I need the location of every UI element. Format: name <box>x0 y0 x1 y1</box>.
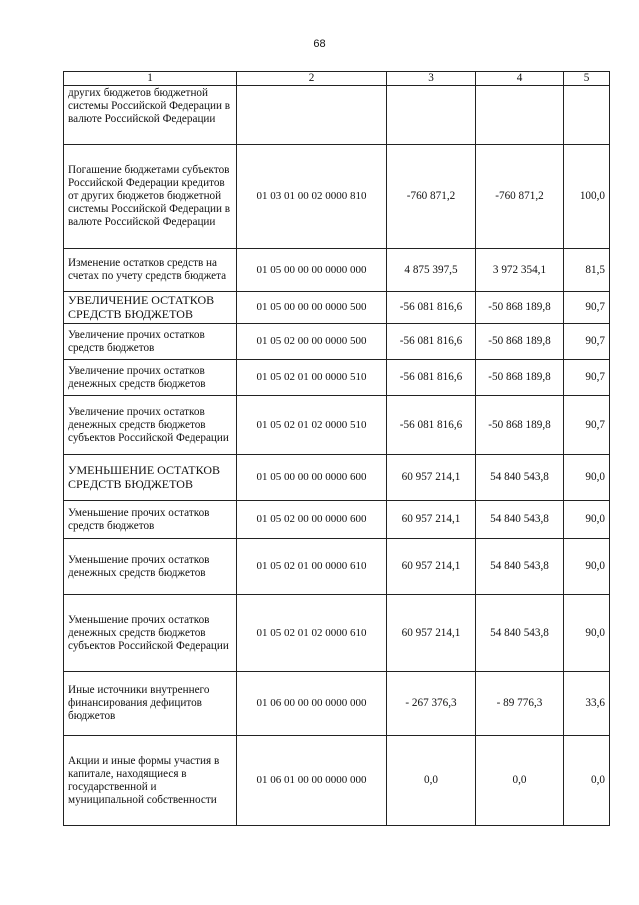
row-code: 01 05 02 01 00 0000 610 <box>237 539 387 595</box>
row-name: Уменьшение прочих остатков денежных средств бюджетов <box>64 539 237 595</box>
row-percent: 90,0 <box>564 455 610 501</box>
row-code: 01 05 02 01 02 0000 510 <box>237 396 387 455</box>
table-row <box>64 86 610 145</box>
row-percent: 33,6 <box>564 672 610 736</box>
row-name: Акции и иные формы участия в капитале, находящиеся в государственной и муниципальной собственности <box>64 736 237 826</box>
row-percent <box>564 86 610 145</box>
row-percent: 90,7 <box>564 360 610 396</box>
row-fact: 54 840 543,8 <box>476 501 564 539</box>
row-code: 01 05 02 01 00 0000 510 <box>237 360 387 396</box>
row-fact: -50 868 189,8 <box>476 324 564 360</box>
row-plan: -56 081 816,6 <box>387 324 476 360</box>
table-row <box>64 396 610 455</box>
row-code: 01 05 02 01 02 0000 610 <box>237 595 387 672</box>
table-row <box>64 455 610 501</box>
table-row <box>64 249 610 292</box>
row-code: 01 03 01 00 02 0000 810 <box>237 145 387 249</box>
row-name: Увеличение прочих остатков денежных средств бюджетов <box>64 360 237 396</box>
row-plan: 60 957 214,1 <box>387 455 476 501</box>
row-percent: 90,7 <box>564 396 610 455</box>
row-code: 01 05 00 00 00 0000 000 <box>237 249 387 292</box>
row-name: Уменьшение прочих остатков средств бюджетов <box>64 501 237 539</box>
row-name: Увеличение прочих остатков средств бюджетов <box>64 324 237 360</box>
row-name: Погашение бюджетами субъектов Российской Федерации кредитов от других бюджетов бюджетной системы Российской Федерации в валюте Российской Федерации <box>64 145 237 249</box>
row-name: Изменение остатков средств на счетах по учету средств бюджета <box>64 249 237 292</box>
row-plan: 60 957 214,1 <box>387 501 476 539</box>
row-plan: -56 081 816,6 <box>387 292 476 324</box>
row-plan <box>387 86 476 145</box>
row-percent: 90,7 <box>564 324 610 360</box>
column-header-4: 4 <box>476 72 564 86</box>
table-row <box>64 501 610 539</box>
row-percent: 81,5 <box>564 249 610 292</box>
row-percent: 100,0 <box>564 145 610 249</box>
table-row <box>64 736 610 826</box>
table-row <box>64 324 610 360</box>
row-code: 01 06 01 00 00 0000 000 <box>237 736 387 826</box>
column-header-3: 3 <box>387 72 476 86</box>
row-fact: - 89 776,3 <box>476 672 564 736</box>
row-percent: 90,0 <box>564 595 610 672</box>
row-percent: 90,0 <box>564 539 610 595</box>
table-row <box>64 539 610 595</box>
row-name: УМЕНЬШЕНИЕ ОСТАТКОВ СРЕДСТВ БЮДЖЕТОВ <box>64 455 237 501</box>
row-plan: -56 081 816,6 <box>387 360 476 396</box>
column-header-2: 2 <box>237 72 387 86</box>
row-fact: -50 868 189,8 <box>476 360 564 396</box>
row-fact: -50 868 189,8 <box>476 292 564 324</box>
row-percent: 90,7 <box>564 292 610 324</box>
row-fact: -50 868 189,8 <box>476 396 564 455</box>
row-plan: 60 957 214,1 <box>387 539 476 595</box>
row-code: 01 05 00 00 00 0000 600 <box>237 455 387 501</box>
row-name: УВЕЛИЧЕНИЕ ОСТАТКОВ СРЕДСТВ БЮДЖЕТОВ <box>64 292 237 324</box>
table-row <box>64 292 610 324</box>
row-name: Уменьшение прочих остатков денежных средств бюджетов субъектов Российской Федерации <box>64 595 237 672</box>
row-name: Увеличение прочих остатков денежных средств бюджетов субъектов Российской Федерации <box>64 396 237 455</box>
row-code: 01 05 02 00 00 0000 600 <box>237 501 387 539</box>
page-number: 68 <box>313 38 326 50</box>
row-name: других бюджетов бюджетной системы Российской Федерации в валюте Российской Федерации <box>64 86 237 145</box>
column-header-5: 5 <box>564 72 610 86</box>
row-plan: -56 081 816,6 <box>387 396 476 455</box>
row-plan: 0,0 <box>387 736 476 826</box>
row-code: 01 05 02 00 00 0000 500 <box>237 324 387 360</box>
row-percent: 0,0 <box>564 736 610 826</box>
row-fact <box>476 86 564 145</box>
table-header-row <box>64 72 610 86</box>
row-fact: 54 840 543,8 <box>476 595 564 672</box>
row-plan: - 267 376,3 <box>387 672 476 736</box>
column-header-1: 1 <box>64 72 237 86</box>
row-plan: 4 875 397,5 <box>387 249 476 292</box>
row-percent: 90,0 <box>564 501 610 539</box>
row-fact: 3 972 354,1 <box>476 249 564 292</box>
row-fact: 0,0 <box>476 736 564 826</box>
row-code: 01 06 00 00 00 0000 000 <box>237 672 387 736</box>
row-code: 01 05 00 00 00 0000 500 <box>237 292 387 324</box>
table-row <box>64 360 610 396</box>
budget-sources-table <box>63 71 610 826</box>
row-plan: 60 957 214,1 <box>387 595 476 672</box>
row-fact: -760 871,2 <box>476 145 564 249</box>
row-plan: -760 871,2 <box>387 145 476 249</box>
row-fact: 54 840 543,8 <box>476 455 564 501</box>
table-row <box>64 595 610 672</box>
row-code <box>237 86 387 145</box>
row-name: Иные источники внутреннего финансирования дефицитов бюджетов <box>64 672 237 736</box>
table-row <box>64 145 610 249</box>
table-row <box>64 672 610 736</box>
row-fact: 54 840 543,8 <box>476 539 564 595</box>
